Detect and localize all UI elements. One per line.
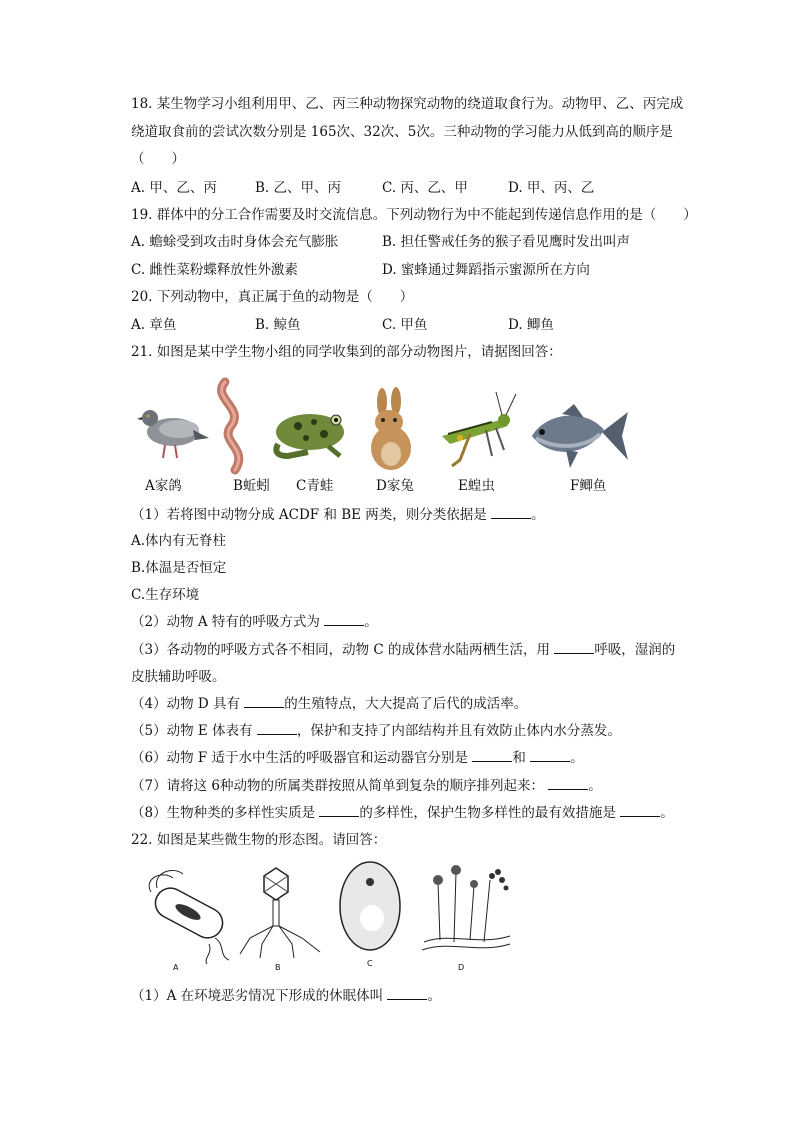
q20-option-c: C. 甲鱼 [382, 317, 428, 333]
earthworm-image [205, 378, 260, 473]
crucian-carp-image [526, 402, 630, 474]
q18-option-b: B. 乙、甲、丙 [255, 180, 342, 196]
q18-option-c: C. 丙、乙、甲 [382, 180, 468, 196]
answer-blank[interactable] [387, 987, 427, 1000]
bacteriophage-image [236, 864, 324, 964]
q20-option-b: B. 鲸鱼 [255, 317, 301, 333]
q21-s8: （8）生物种类的多样性实质是 的多样性，保护生物多样性的最有效措施是 。 [131, 805, 674, 821]
q21-s2: （2）动物 A 特有的呼吸方式为 。 [131, 614, 378, 630]
caption-b: B蚯蚓 [233, 478, 270, 494]
q22-s1: （1）A 在环境恶劣情况下形成的休眠体叫 。 [131, 988, 441, 1004]
q18-line3: （ ） [131, 151, 185, 167]
q21-s1-opt-b: B.体温是否恒定 [131, 560, 227, 576]
yeast-cell-image [336, 856, 404, 956]
answer-blank[interactable] [548, 777, 588, 790]
locust-image [430, 390, 518, 470]
caption-c: C青蛙 [296, 478, 334, 494]
rabbit-image [358, 388, 424, 472]
caption-d: D家兔 [376, 478, 414, 494]
q18-option-a: A. 甲、乙、丙 [131, 180, 217, 196]
mold-image [420, 862, 512, 962]
q18-option-d: D. 甲、丙、乙 [508, 180, 595, 196]
label-c: C [367, 959, 373, 968]
q19-option-d: D. 蜜蜂通过舞蹈指示蜜源所在方向 [382, 262, 590, 278]
answer-blank[interactable] [491, 506, 531, 519]
q19-option-a: A. 蟾蜍受到攻击时身体会充气膨胀 [131, 234, 339, 250]
q22-intro: 22. 如图是某些微生物的形态图。请回答： [131, 832, 387, 848]
frog-image [268, 400, 350, 462]
q21-s3b: 皮肤辅助呼吸。 [131, 669, 226, 685]
caption-e: E蝗虫 [458, 478, 495, 494]
answer-blank[interactable] [620, 804, 660, 817]
q21-s3a: （3）各动物的呼吸方式各不相同，动物 C 的成体营水陆两栖生活，用 呼吸，湿润的 [131, 642, 676, 658]
q21-s1-opt-c: C.生存环境 [131, 587, 200, 603]
q21-s5: （5）动物 E 体表有 ，保护和支持了内部结构并且有效防止体内水分蒸发。 [131, 723, 621, 739]
caption-f: F鲫鱼 [570, 478, 607, 494]
label-d: D [458, 963, 465, 972]
q21-intro: 21. 如图是某中学生物小组的同学收集到的部分动物图片，请据图回答： [131, 344, 562, 360]
q18-line2: 绕道取食前的尝试次数分别是 165次、32次、5次。三种动物的学习能力从低到高的顺序是 [131, 124, 673, 140]
q20-option-d: D. 鲫鱼 [508, 317, 554, 333]
label-b: B [275, 963, 281, 972]
q21-s4: （4）动物 D 具有 的生殖特点，大大提高了后代的成活率。 [131, 696, 528, 712]
q21-s1-opt-a: A.体内有无脊柱 [131, 533, 227, 549]
q19-line1: 19. 群体中的分工合作需要及时交流信息。下列动物行为中不能起到传递信息作用的是（ ） [131, 207, 697, 223]
answer-blank[interactable] [257, 722, 297, 735]
answer-blank[interactable] [244, 695, 284, 708]
answer-blank[interactable] [554, 641, 594, 654]
label-a: A [173, 963, 179, 972]
answer-blank[interactable] [472, 749, 512, 762]
answer-blank[interactable] [324, 613, 364, 626]
pigeon-image [135, 398, 210, 464]
answer-blank[interactable] [530, 749, 570, 762]
q21-s1: （1）若将图中动物分成 ACDF 和 BE 两类，则分类依据是 。 [131, 507, 545, 523]
q19-option-b: B. 担任警戒任务的猴子看见鹰时发出叫声 [382, 234, 631, 250]
q21-s7: （7）请将这 6种动物的所属类群按照从简单到复杂的顺序排列起来： 。 [131, 778, 602, 794]
answer-blank[interactable] [319, 804, 359, 817]
q18-line1: 18. 某生物学习小组利用甲、乙、丙三种动物探究动物的绕道取食行为。动物甲、乙、丙完成 [131, 96, 684, 112]
q19-option-c: C. 雌性菜粉蝶释放性外激素 [131, 262, 298, 278]
q20-line1: 20. 下列动物中，真正属于鱼的动物是（ ） [131, 289, 414, 305]
q20-option-a: A. 章鱼 [131, 317, 177, 333]
q21-s6: （6）动物 F 适于水中生活的呼吸器官和运动器官分别是 和 。 [131, 750, 584, 766]
caption-a: A家鸽 [145, 478, 182, 494]
bacterium-image [133, 864, 233, 964]
